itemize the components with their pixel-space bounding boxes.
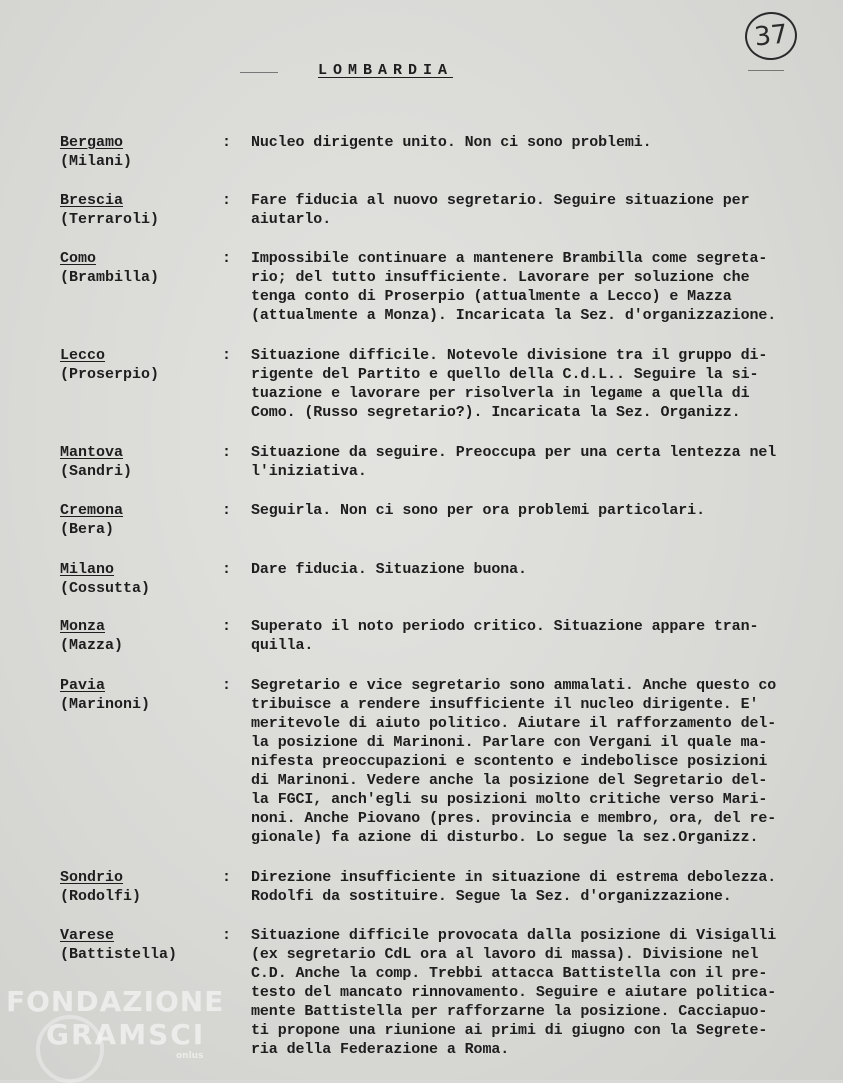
entry-place	[60, 676, 210, 714]
separator: :	[222, 502, 232, 519]
person-name: (Sandri)	[60, 463, 133, 480]
entry-place	[60, 617, 210, 655]
entry-note: Situazione da seguire. Preoccupa per una certa lentezza nel l'iniziativa.	[251, 444, 777, 480]
separator: :	[222, 869, 232, 886]
page-number-stamp	[743, 9, 800, 62]
person-name: (Terraroli)	[60, 211, 160, 228]
person-name: (Bera)	[60, 521, 115, 538]
entry-note: Segretario e vice segretario sono ammalati. Anche questo co tribuisce a rendere insufficiente il nucleo dirigente. E' meritevole di aiuto politico. Aiutare il rafforzamento del- la posizione di Marinoni. Parlare con Vergani il quale ma- nifesta preoccupazioni e scontento e indebolisce posizioni di Marinoni. Vedere anche la posizione del Segretario del- la FGCI, anch'egli su posizioni molto critiche verso Mari- noni. Anche Piovano (pres. provincia e membro, ora, del re- gionale) fa azione di disturbo. Lo segue la sez.Organizz.	[251, 677, 777, 846]
city-name: Cremona	[60, 502, 124, 519]
person-name: (Mazza)	[60, 637, 124, 654]
entry-place	[60, 560, 210, 598]
person-name: (Cossutta)	[60, 580, 151, 597]
person-name: (Battistella)	[60, 946, 178, 963]
page-title: LOMBARDIA	[318, 62, 454, 79]
title-rule-left	[240, 72, 278, 73]
separator: :	[222, 192, 232, 209]
city-name: Como	[60, 250, 97, 267]
person-name: (Brambilla)	[60, 269, 160, 286]
entry-place	[60, 249, 210, 287]
entry-note: Fare fiducia al nuovo segretario. Seguire situazione per aiutarlo.	[251, 192, 750, 228]
entry-note: Situazione difficile provocata dalla posizione di Visigalli (ex segretario CdL ora al lavoro di massa). Divisione nel C.D. Anche la comp. Trebbi attacca Battistella con il pre- testo del mancato rinnovamento. Seguire e aiutare politica- mente Battistella per rafforzarne la posizione. Cacciapuo- ti propone una riunione ai primi di giugno con la Segrete- ria della Federazione a Roma.	[251, 927, 777, 1058]
city-name: Monza	[60, 618, 106, 635]
entry-place	[60, 443, 210, 481]
entry-note: Dare fiducia. Situazione buona.	[251, 561, 527, 578]
city-name: Pavia	[60, 677, 106, 694]
entry-note: Nucleo dirigente unito. Non ci sono problemi.	[251, 134, 652, 151]
watermark-line1: FONDAZIONE	[6, 985, 225, 1018]
entry-place	[60, 346, 210, 384]
city-name: Bergamo	[60, 134, 124, 151]
city-name: Varese	[60, 927, 115, 944]
fondazione-gramsci-watermark	[6, 985, 225, 1061]
entry-note: Seguirla. Non ci sono per ora problemi particolari.	[251, 502, 705, 519]
entry-note: Superato il noto periodo critico. Situazione appare tran- quilla.	[251, 618, 759, 654]
separator: :	[222, 250, 232, 267]
person-name: (Marinoni)	[60, 696, 151, 713]
separator: :	[222, 347, 232, 364]
separator: :	[222, 444, 232, 461]
separator: :	[222, 677, 232, 694]
person-name: (Milani)	[60, 153, 133, 170]
title-rule-right	[748, 70, 784, 71]
page-number: 37	[752, 19, 790, 53]
city-name: Milano	[60, 561, 115, 578]
city-name: Mantova	[60, 444, 124, 461]
entry-place	[60, 868, 210, 906]
entry-place	[60, 191, 210, 229]
city-name: Brescia	[60, 192, 124, 209]
entry-place	[60, 133, 210, 171]
person-name: (Rodolfi)	[60, 888, 142, 905]
entry-note: Impossibile continuare a mantenere Brambilla come segreta- rio; del tutto insufficiente. Lavorare per soluzione che tenga conto di Proserpio (attualmente a Lecco) e Mazza (attualmente a Monza). Incaricata la Sez. d'organizzazione.	[251, 250, 777, 324]
person-name: (Proserpio)	[60, 366, 160, 383]
city-name: Sondrio	[60, 869, 124, 886]
separator: :	[222, 927, 232, 944]
entry-place	[60, 926, 210, 964]
entry-place	[60, 501, 210, 539]
watermark-ring-icon	[36, 1015, 104, 1083]
watermark-suffix: onlus	[176, 1051, 204, 1061]
separator: :	[222, 134, 232, 151]
entry-note: Situazione difficile. Notevole divisione tra il gruppo di- rigente del Partito e quello della C.d.L.. Seguire la si- tuazione e lavorare per risolverla in legame a quella di Como. (Russo segretario?). Incaricata la Sez. Organizz.	[251, 347, 768, 421]
separator: :	[222, 561, 232, 578]
entry-note: Direzione insufficiente in situazione di estrema debolezza. Rodolfi da sostituire. Segue la Sez. d'organizzazione.	[251, 869, 777, 905]
watermark-line2: GRAMSCI	[46, 1018, 206, 1051]
city-name: Lecco	[60, 347, 106, 364]
separator: :	[222, 618, 232, 635]
